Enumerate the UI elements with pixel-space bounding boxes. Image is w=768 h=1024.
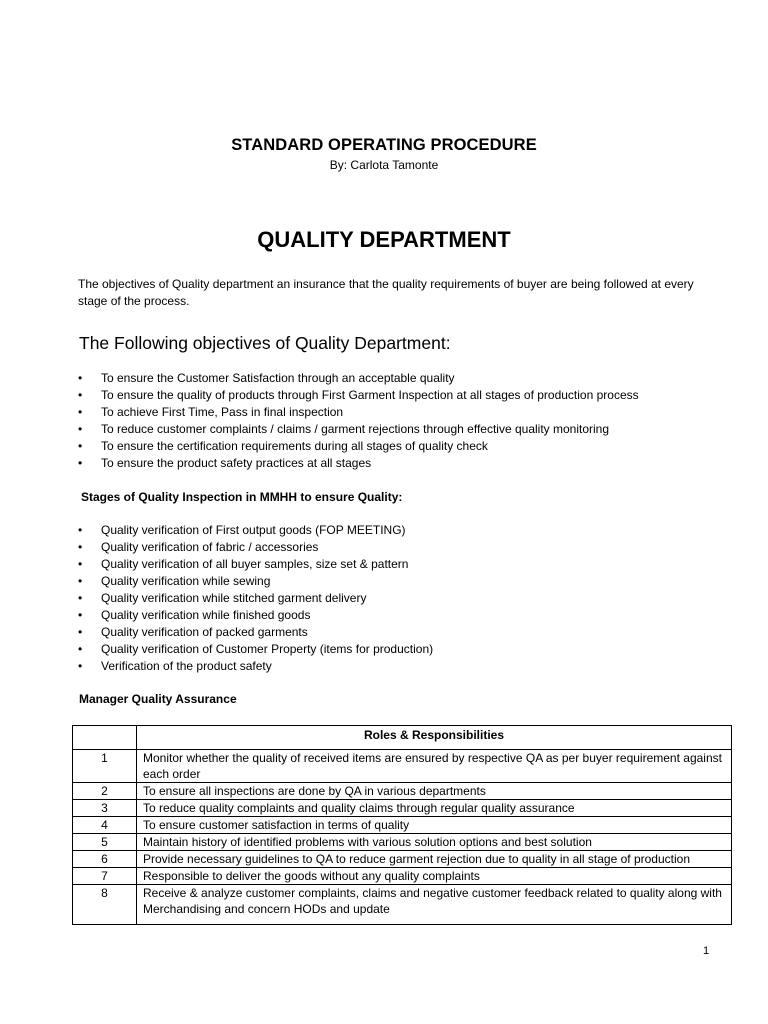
row-text: Responsible to deliver the goods without any quality complaints [137,868,732,885]
bullet-icon: • [78,659,83,673]
bullet-icon: • [78,422,83,436]
list-item: • Quality verification while sewing [78,574,271,588]
row-number: 1 [73,750,137,783]
bullet-icon: • [78,439,83,453]
row-text: To ensure all inspections are done by QA in various departments [137,783,732,800]
table-header-row [73,726,732,750]
list-item: • To achieve First Time, Pass in final inspection [78,405,344,419]
list-item: • To ensure the product safety practices at all stages [78,456,372,470]
intro-paragraph: The objectives of Quality department an insurance that the quality requirements of buyer are being followed at every stage of the process. [78,277,694,308]
manager-heading: Manager Quality Assurance [79,692,237,706]
row-number: 4 [73,817,137,834]
list-item: • Verification of the product safety [78,659,272,673]
list-item: • To ensure the quality of products through First Garment Inspection at all stages of production process [78,388,639,402]
table-row [73,834,732,851]
row-number: 5 [73,834,137,851]
table-row [73,868,732,885]
list-item: • To reduce customer complaints / claims / garment rejections through effective quality monitoring [78,422,610,436]
bullet-icon: • [78,625,83,639]
table-row [73,800,732,817]
table-header: Roles & Responsibilities [137,726,732,750]
table-row [73,783,732,800]
row-number: 7 [73,868,137,885]
bullet-icon: • [78,540,83,554]
bullet-icon: • [78,523,83,537]
bullet-icon: • [78,591,83,605]
table-row [73,750,732,783]
list-item: • Quality verification while finished goods [78,608,311,622]
row-text: To reduce quality complaints and quality claims through regular quality assurance [137,800,732,817]
bullet-icon: • [78,405,83,419]
bullet-icon: • [78,574,83,588]
table-row [73,885,732,925]
objectives-list [78,370,639,472]
objectives-heading: The Following objectives of Quality Department: [79,333,451,353]
stages-heading: Stages of Quality Inspection in MMHH to ensure Quality: [81,490,403,504]
bullet-icon: • [78,456,83,470]
list-item: • Quality verification of all buyer samples, size set & pattern [78,557,409,571]
row-text: Monitor whether the quality of received items are ensured by respective QA as per buyer requirement against each order [137,750,732,783]
list-item: • To ensure the Customer Satisfaction through an acceptable quality [78,371,455,385]
row-text: Provide necessary guidelines to QA to reduce garment rejection due to quality in all stage of production [137,851,732,868]
bullet-icon: • [78,371,83,385]
stages-list [78,522,433,675]
list-item: • Quality verification of fabric / accessories [78,540,319,554]
row-number: 3 [73,800,137,817]
row-text: To ensure customer satisfaction in terms of quality [137,817,732,834]
table-row [73,817,732,834]
document-title: STANDARD OPERATING PROCEDURE [231,136,537,154]
list-item: • Quality verification of Customer Property (items for production) [78,642,434,656]
bullet-icon: • [78,608,83,622]
author-byline: By: Carlota Tamonte [329,158,439,172]
row-number: 2 [73,783,137,800]
bullet-icon: • [78,642,83,656]
list-item: • Quality verification of packed garments [78,625,308,639]
list-item: • To ensure the certification requirements during all stages of quality check [78,439,488,453]
row-number: 6 [73,851,137,868]
table-row [73,851,732,868]
row-text: Receive & analyze customer complaints, claims and negative customer feedback related to quality along with Merchandising and concern HODs and update [137,885,732,925]
row-text: Maintain history of identified problems with various solution options and best solution [137,834,732,851]
bullet-icon: • [78,388,83,402]
bullet-icon: • [78,557,83,571]
list-item: • Quality verification of First output goods (FOP MEETING) [78,523,406,537]
list-item: • Quality verification while stitched garment delivery [78,591,367,605]
row-number: 8 [73,885,137,925]
department-title: QUALITY DEPARTMENT [257,227,511,252]
roles-table [72,725,732,925]
page-number: 1 [703,945,710,957]
table-header-empty-cell [73,726,137,750]
